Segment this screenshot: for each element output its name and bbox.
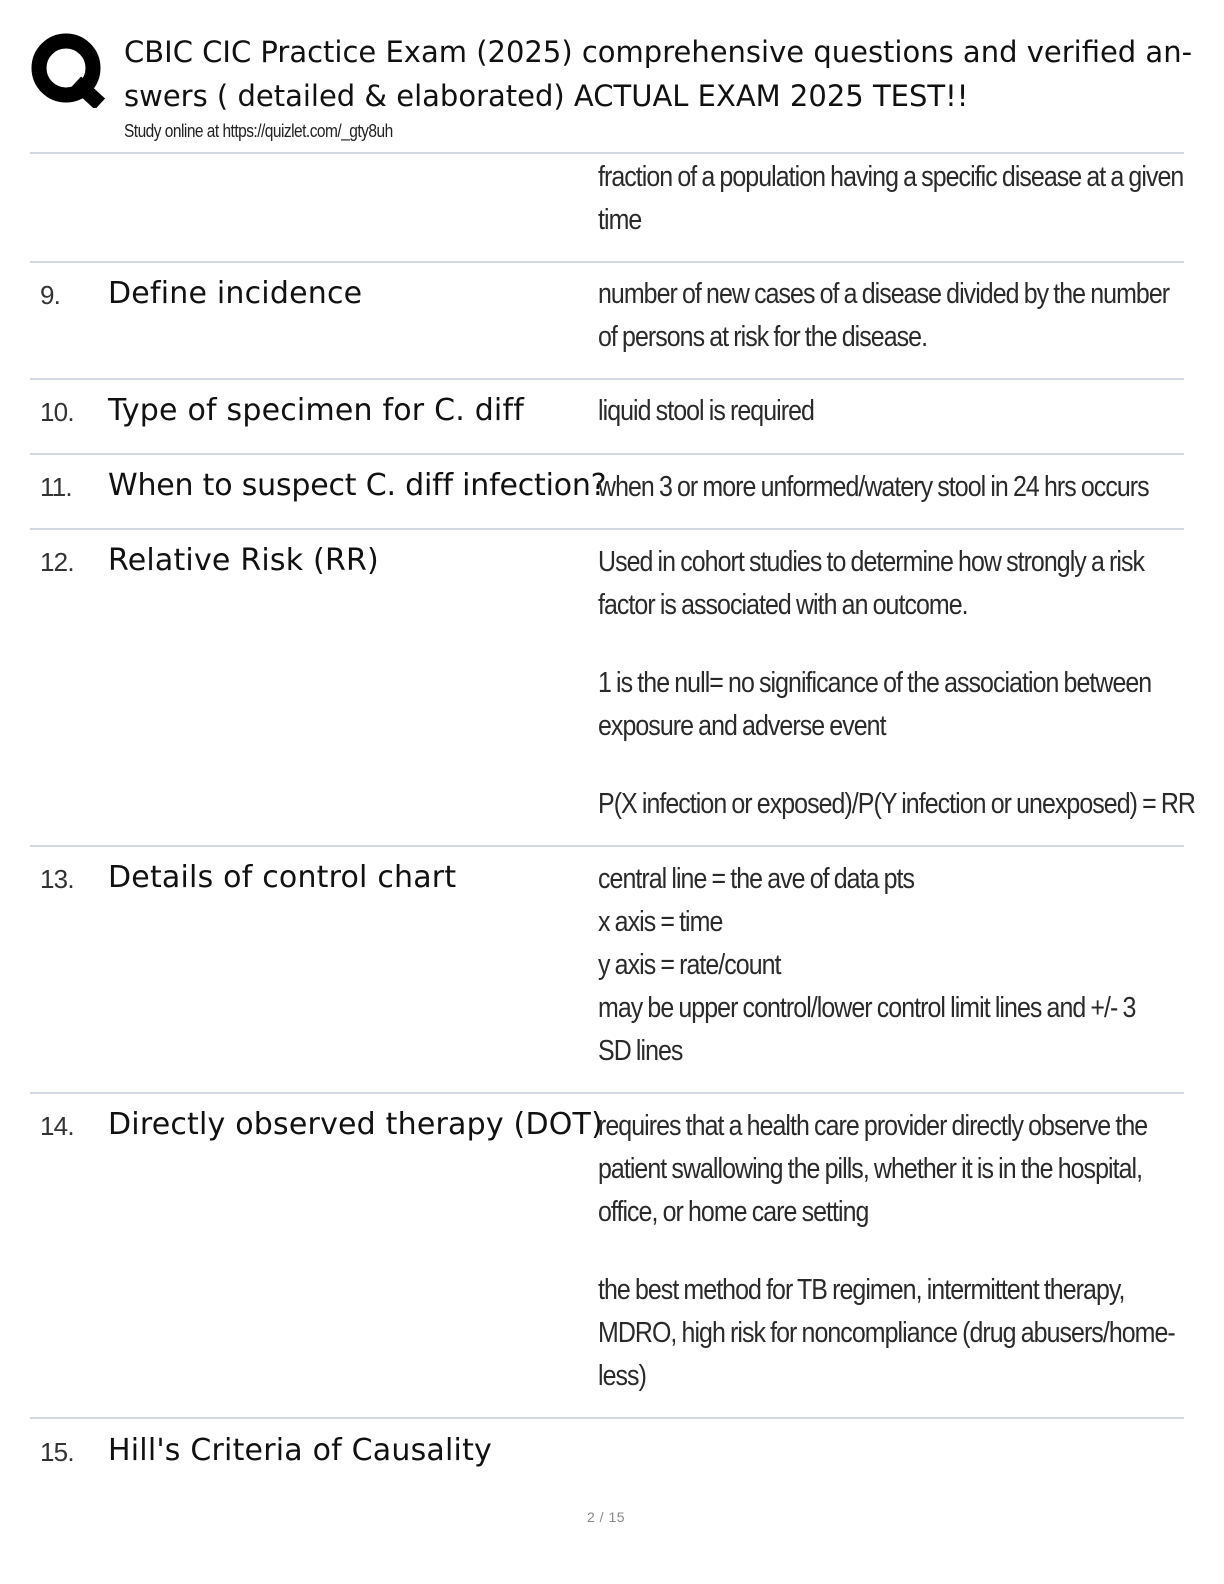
definition-line: the best method for TB regimen, intermittent therapy,: [598, 1274, 1125, 1306]
row-divider: [30, 261, 1184, 263]
card-term: Type of specimen for C. diff: [108, 393, 524, 428]
definition-paragraph: [598, 1105, 1166, 1234]
card-term: Directly observed therapy (DOT): [108, 1107, 603, 1142]
definition-line: SD lines: [598, 1035, 683, 1067]
definition-line: requires that a health care provider directly observe the: [598, 1110, 1148, 1142]
quizlet-logo-icon: [30, 32, 106, 108]
definition-line: Used in cohort studies to determine how strongly a risk: [598, 546, 1145, 578]
row-divider: [30, 152, 1184, 154]
card-number: 12.: [40, 547, 74, 577]
definition-line: when 3 or more unformed/watery stool in 24 hrs occurs: [598, 471, 1149, 503]
card-definition: [598, 858, 1166, 1073]
card-definition: [598, 1105, 1175, 1398]
definition-line: 1 is the null= no significance of the association between: [598, 667, 1152, 699]
definition-line: number of new cases of a disease divided by the number: [598, 278, 1170, 310]
definition-line: fraction of a population having a specific disease at a given: [598, 161, 1184, 193]
row-divider: [30, 1092, 1184, 1094]
definition-paragraph: [598, 662, 1166, 748]
card-definition: [598, 541, 1195, 826]
definition-paragraph: [598, 541, 1166, 627]
definition-line: patient swallowing the pills, whether it is in the hospital,: [598, 1153, 1143, 1185]
definition-line: less): [598, 1360, 646, 1392]
card-number: 9.: [40, 280, 61, 310]
definition-line: time: [598, 204, 642, 236]
card-number: 15.: [40, 1437, 74, 1467]
card-term: Relative Risk (RR): [108, 543, 379, 578]
card-term: Details of control chart: [108, 860, 457, 895]
row-divider: [30, 845, 1184, 847]
row-divider: [30, 528, 1184, 530]
row-divider: [30, 453, 1184, 455]
definition-line: may be upper control/lower control limit lines and +/- 3: [598, 992, 1136, 1024]
definition-line: liquid stool is required: [598, 395, 814, 427]
definition-line: office, or home care setting: [598, 1196, 869, 1228]
card-number: 14.: [40, 1111, 74, 1141]
card-term: Define incidence: [108, 276, 363, 311]
study-online-link[interactable]: Study online at https://quizlet.com/_gty8uh: [124, 121, 393, 141]
card-number: 11.: [40, 472, 72, 502]
definition-line: MDRO, high risk for noncompliance (drug abusers/home-: [598, 1317, 1175, 1349]
row-divider: [30, 378, 1184, 380]
definition-line: of persons at risk for the disease.: [598, 321, 928, 353]
definition-paragraph: [598, 783, 1195, 826]
document-title-line-2: swers ( detailed & elaborated) ACTUAL EXAM 2025 TEST!!: [124, 79, 969, 113]
card-definition: [598, 466, 1166, 509]
row-divider: [30, 1417, 1184, 1419]
definition-continued: [598, 156, 1184, 242]
document-title: [124, 30, 1214, 118]
definition-line: x axis = time: [598, 906, 723, 938]
card-definition: [598, 273, 1170, 359]
card-definition: [598, 390, 1166, 433]
card-number: 10.: [40, 397, 74, 427]
definition-line: P(X infection or exposed)/P(Y infection or unexposed) = RR: [598, 788, 1195, 820]
definition-paragraph: [598, 1269, 1175, 1398]
definition-line: factor is associated with an outcome.: [598, 589, 968, 621]
document-title-line-1: CBIC CIC Practice Exam (2025) comprehensive questions and verified an-: [124, 35, 1193, 69]
card-term: Hill's Criteria of Causality: [108, 1433, 492, 1468]
page-number: 2 / 15: [586, 1509, 626, 1525]
definition-line: central line = the ave of data pts: [598, 863, 915, 895]
card-term: When to suspect C. diff infection?: [108, 468, 607, 503]
definition-line: exposure and adverse event: [598, 710, 886, 742]
definition-line: y axis = rate/count: [598, 949, 781, 981]
card-number: 13.: [40, 864, 74, 894]
